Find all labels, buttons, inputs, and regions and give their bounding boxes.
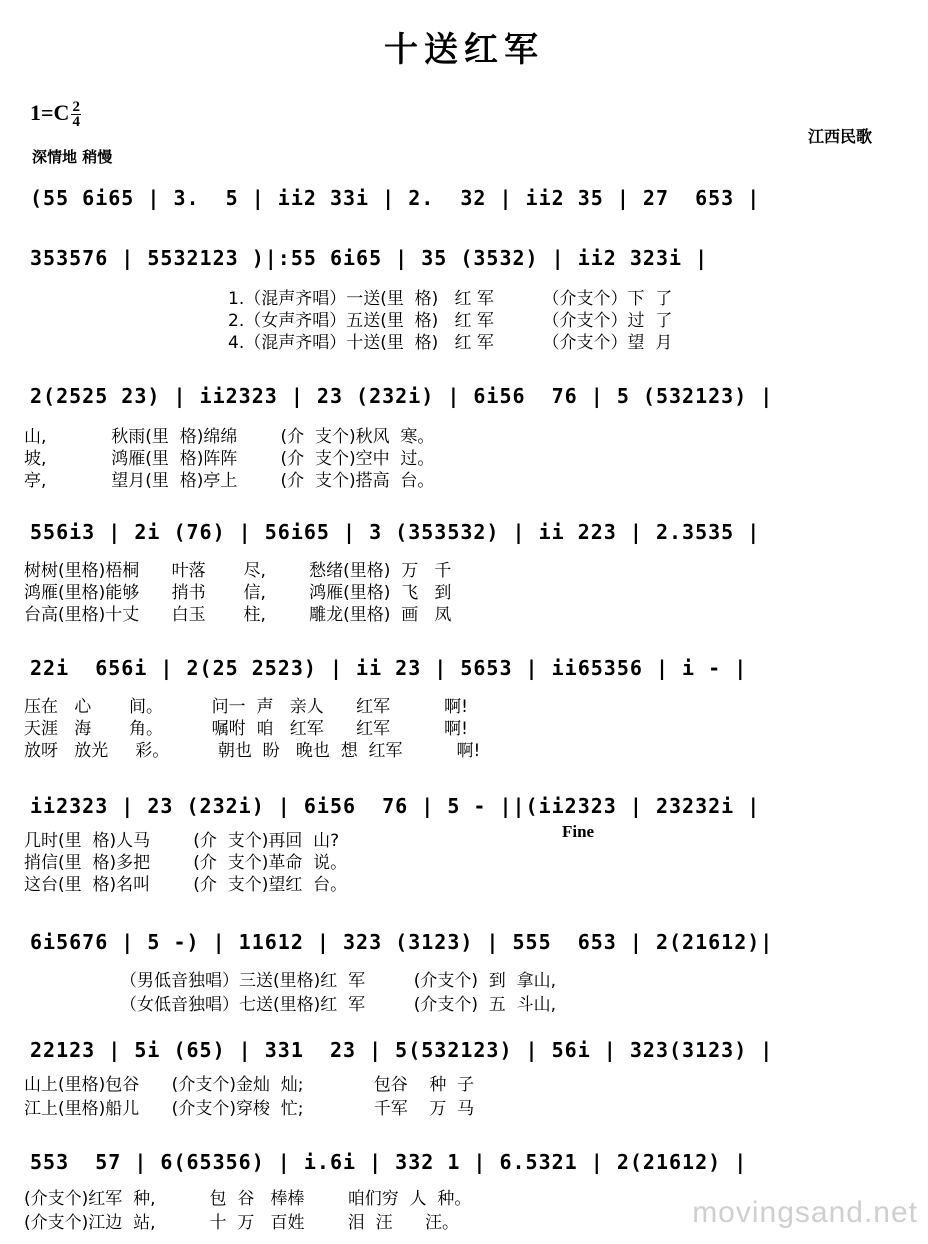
- watermark: movingsand.net: [692, 1196, 918, 1229]
- song-source: 江西民歌: [807, 127, 872, 146]
- lyric-line: 放呀 放光 彩。 朝也 盼 晚也 想 红军 啊!: [24, 741, 481, 761]
- lyric-line: 天涯 海 角。 嘱咐 咱 红军 红军 啊!: [24, 719, 468, 739]
- lyric-line: 1.（混声齐唱）一送(里 格) 红 军 （介支个）下 了: [228, 289, 673, 309]
- lyric-line: 压在 心 间。 问一 声 亲人 红军 啊!: [24, 697, 468, 717]
- lyric-line: 4.（混声齐唱）十送(里 格) 红 军 （介支个）望 月: [228, 333, 673, 353]
- notation-line: 22123 | 5i (65) | 331 23 | 5(532123) | 56i | 323(3123) |: [30, 1038, 774, 1062]
- time-bottom: 4: [72, 114, 80, 131]
- lyric-line: (介支个)江边 站, 十 万 百姓 泪 汪 汪。: [24, 1213, 459, 1233]
- time-top: 2: [72, 99, 80, 116]
- tempo-marking: 深情地 稍慢: [32, 148, 113, 166]
- song-title: 十送红军: [384, 30, 544, 70]
- lyric-line: 捎信(里 格)多把 (介 支个)革命 说。: [24, 853, 348, 873]
- notation-line: 2(2525 23) | ii2323 | 23 (232i) | 6i56 76 | 5 (532123) |: [30, 384, 774, 408]
- notation-line: 22i 656i | 2(25 2523) | ii 23 | 5653 | ii65356 | i - |: [30, 656, 748, 680]
- lyric-line: 2.（女声齐唱）五送(里 格) 红 军 （介支个）过 了: [228, 311, 673, 331]
- lyric-line: 鸿雁(里格)能够 捎书 信, 鸿雁(里格) 飞 到: [24, 583, 452, 603]
- lyric-line: (介支个)红军 种, 包 谷 棒棒 咱们穷 人 种。: [24, 1189, 472, 1209]
- lyric-line: 山上(里格)包谷 (介支个)金灿 灿; 包谷 种 子: [24, 1075, 475, 1095]
- lyric-line: 山, 秋雨(里 格)绵绵 (介 支个)秋风 寒。: [24, 427, 435, 447]
- lyric-line: （女低音独唱）七送(里格)红 军 (介支个) 五 斗山,: [120, 995, 556, 1015]
- notation-line: 556i3 | 2i (76) | 56i65 | 3 (353532) | ii 223 | 2.3535 |: [30, 520, 761, 544]
- lyric-line: 树树(里格)梧桐 叶落 尽, 愁绪(里格) 万 千: [24, 561, 452, 581]
- lyric-line: 几时(里 格)人马 (介 支个)再回 山?: [24, 831, 340, 851]
- key-label: 1=C: [30, 100, 70, 125]
- lyric-line: 坡, 鸿雁(里 格)阵阵 (介 支个)空中 过。: [24, 449, 435, 469]
- notation-line: 553 57 | 6(65356) | i.6i | 332 1 | 6.5321 | 2(21612) |: [30, 1150, 748, 1174]
- notation-line: 353576 | 5532123 )|:55 6i65 | 35 (3532) | ii2 323i |: [30, 246, 709, 270]
- lyric-line: 江上(里格)船儿 (介支个)穿梭 忙; 千军 万 马: [24, 1099, 475, 1119]
- fine-marking: Fine: [562, 822, 595, 841]
- lyric-line: （男低音独唱）三送(里格)红 军 (介支个) 到 拿山,: [120, 971, 556, 991]
- lyric-line: 亭, 望月(里 格)亭上 (介 支个)搭高 台。: [24, 471, 435, 491]
- lyric-line: 台高(里格)十丈 白玉 柱, 雕龙(里格) 画 凤: [24, 605, 452, 625]
- notation-line: 6i5676 | 5 -) | 11612 | 323 (3123) | 555 653 | 2(21612)|: [30, 930, 774, 954]
- time-signature: [71, 100, 81, 129]
- key-signature: [30, 100, 81, 129]
- lyric-line: 这台(里 格)名叫 (介 支个)望红 台。: [24, 875, 348, 895]
- notation-line: ii2323 | 23 (232i) | 6i56 76 | 5 - ||(ii2323 | 23232i |: [30, 794, 761, 818]
- notation-line: (55 6i65 | 3. 5 | ii2 33i | 2. 32 | ii2 35 | 27 653 |: [30, 186, 761, 210]
